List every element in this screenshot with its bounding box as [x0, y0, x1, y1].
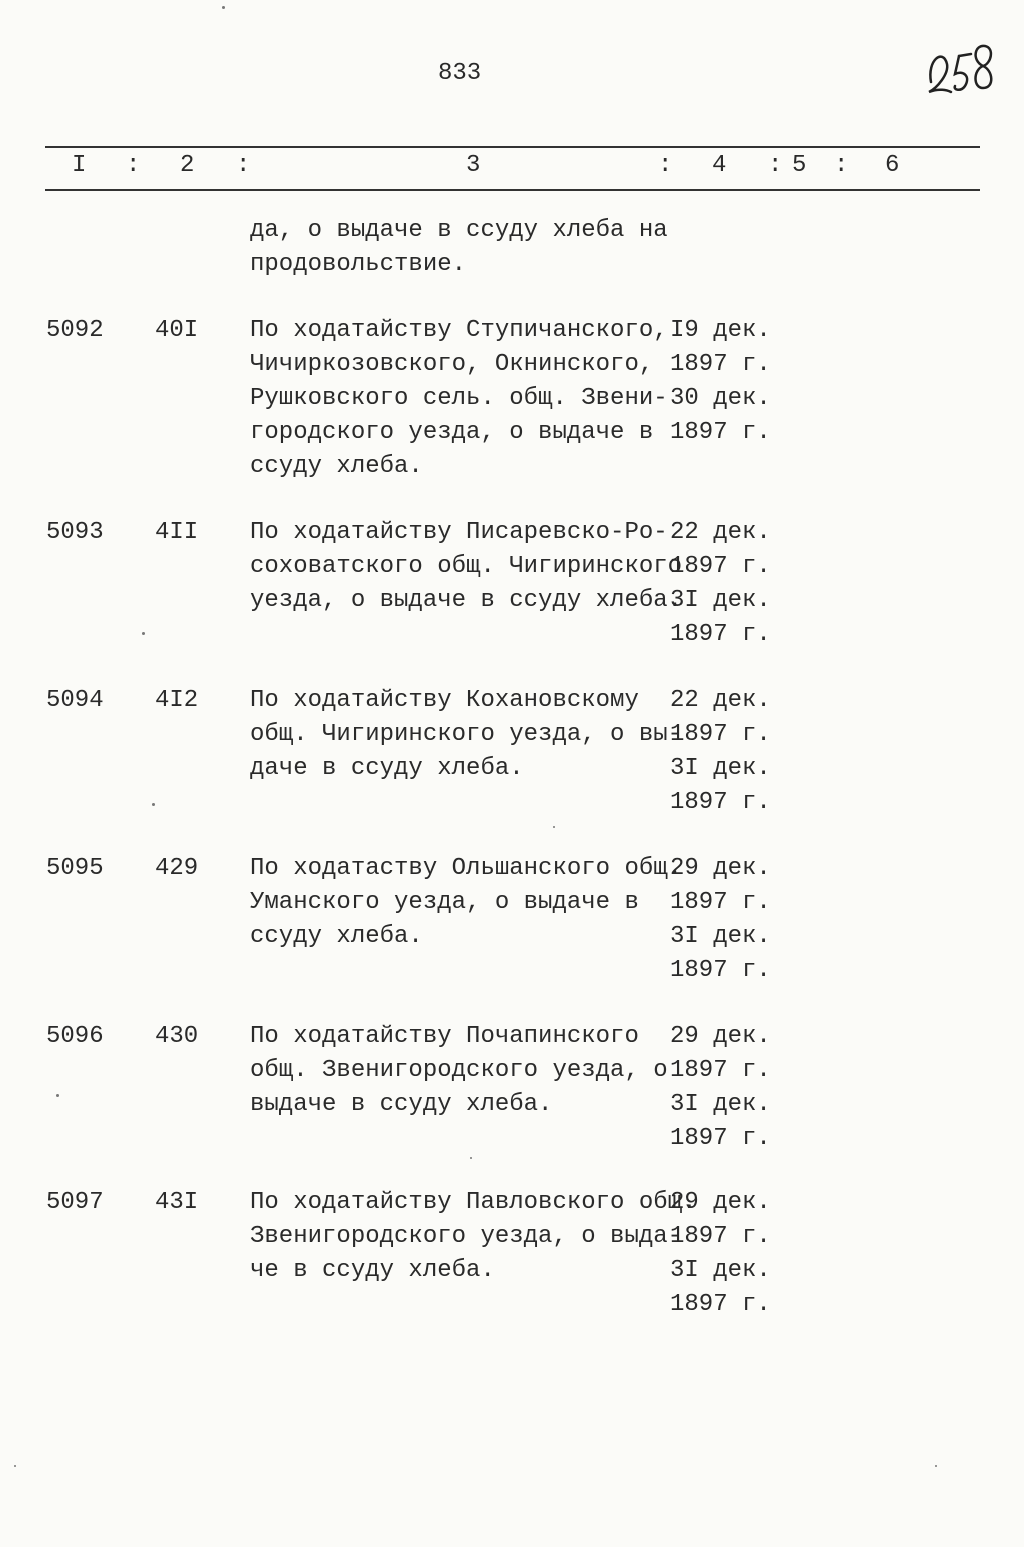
description-line: даче в ссуду хлеба.: [250, 755, 524, 782]
description-line: общ. Звенигородского уезда, о: [250, 1057, 668, 1084]
description-line: да, о выдаче в ссуду хлеба на: [250, 217, 668, 244]
column-separator: :: [768, 152, 783, 179]
description-line: По ходатайству Ступичанского,: [250, 317, 668, 344]
date-line: 1897 г.: [670, 1223, 771, 1250]
description-line: ссуду хлеба.: [250, 923, 423, 950]
description-line: По ходатайству Почапинского: [250, 1023, 639, 1050]
description-line: ссуду хлеба.: [250, 453, 423, 480]
column-header-6: 6: [885, 152, 900, 179]
entry-number: 5097: [46, 1189, 104, 1216]
entry-number: 5094: [46, 687, 104, 714]
date-line: 22 дек.: [670, 519, 771, 546]
entry-code: 4I2: [155, 687, 199, 714]
date-line: 1897 г.: [670, 419, 771, 446]
description-line: Звенигородского уезда, о выда-: [250, 1223, 683, 1250]
description-line: продовольствие.: [250, 251, 467, 278]
table-top-rule: [45, 146, 980, 148]
scan-speck: [14, 1465, 16, 1467]
date-line: 1897 г.: [670, 721, 771, 748]
date-line: 1897 г.: [670, 1057, 771, 1084]
description-line: Чичиркозовского, Окнинского,: [250, 351, 654, 378]
entry-number: 5095: [46, 855, 104, 882]
date-line: 1897 г.: [670, 789, 771, 816]
description-line: По ходатайству Кохановскому: [250, 687, 639, 714]
column-header-4: 4: [712, 152, 727, 179]
entry-number: 5092: [46, 317, 104, 344]
scan-speck: [152, 803, 155, 806]
date-line: 1897 г.: [670, 1125, 771, 1152]
date-line: I9 дек.: [670, 317, 771, 344]
column-separator: :: [834, 152, 849, 179]
date-line: 1897 г.: [670, 351, 771, 378]
page-number: 833: [438, 60, 482, 87]
date-line: 1897 г.: [670, 621, 771, 648]
column-header-5: 5: [792, 152, 807, 179]
description-line: По ходатаству Ольшанского общ.: [250, 855, 683, 882]
column-header-1: I: [72, 152, 87, 179]
entry-code: 429: [155, 855, 199, 882]
column-header-2: 2: [180, 152, 195, 179]
entry-code: 43I: [155, 1189, 199, 1216]
description-line: соховатского общ. Чигиринского: [250, 553, 683, 580]
description-line: че в ссуду хлеба.: [250, 1257, 495, 1284]
entry-code: 40I: [155, 317, 199, 344]
scan-speck: [222, 6, 225, 9]
date-line: 3I дек.: [670, 587, 771, 614]
scan-speck: [935, 1465, 937, 1467]
table-header-rule: [45, 189, 980, 191]
entry-code: 430: [155, 1023, 199, 1050]
date-line: 3I дек.: [670, 923, 771, 950]
description-line: выдаче в ссуду хлеба.: [250, 1091, 553, 1118]
scan-speck: [553, 826, 555, 828]
date-line: 1897 г.: [670, 957, 771, 984]
description-line: По ходатайству Писаревско-Ро-: [250, 519, 668, 546]
column-header-3: 3: [466, 152, 481, 179]
description-line: уезда, о выдаче в ссуду хлеба.: [250, 587, 683, 614]
date-line: 3I дек.: [670, 1257, 771, 1284]
column-separator: :: [658, 152, 673, 179]
date-line: 1897 г.: [670, 1291, 771, 1318]
date-line: 3I дек.: [670, 1091, 771, 1118]
scan-speck: [56, 1094, 59, 1097]
date-line: 1897 г.: [670, 553, 771, 580]
date-line: 29 дек.: [670, 1023, 771, 1050]
entry-number: 5096: [46, 1023, 104, 1050]
date-line: 1897 г.: [670, 889, 771, 916]
date-line: 3I дек.: [670, 755, 771, 782]
scan-speck: [470, 1157, 472, 1159]
scan-speck: [142, 632, 145, 635]
column-separator: :: [236, 152, 251, 179]
entry-code: 4II: [155, 519, 199, 546]
description-line: По ходатайству Павловского общ.: [250, 1189, 697, 1216]
date-line: 29 дек.: [670, 1189, 771, 1216]
archive-number-handwritten: [925, 30, 1005, 100]
date-line: 30 дек.: [670, 385, 771, 412]
description-line: Рушковского сель. общ. Звени-: [250, 385, 668, 412]
date-line: 22 дек.: [670, 687, 771, 714]
description-line: общ. Чигиринского уезда, о вы-: [250, 721, 683, 748]
description-line: городского уезда, о выдаче в: [250, 419, 654, 446]
date-line: 29 дек.: [670, 855, 771, 882]
entry-number: 5093: [46, 519, 104, 546]
column-separator: :: [126, 152, 141, 179]
description-line: Уманского уезда, о выдаче в: [250, 889, 639, 916]
